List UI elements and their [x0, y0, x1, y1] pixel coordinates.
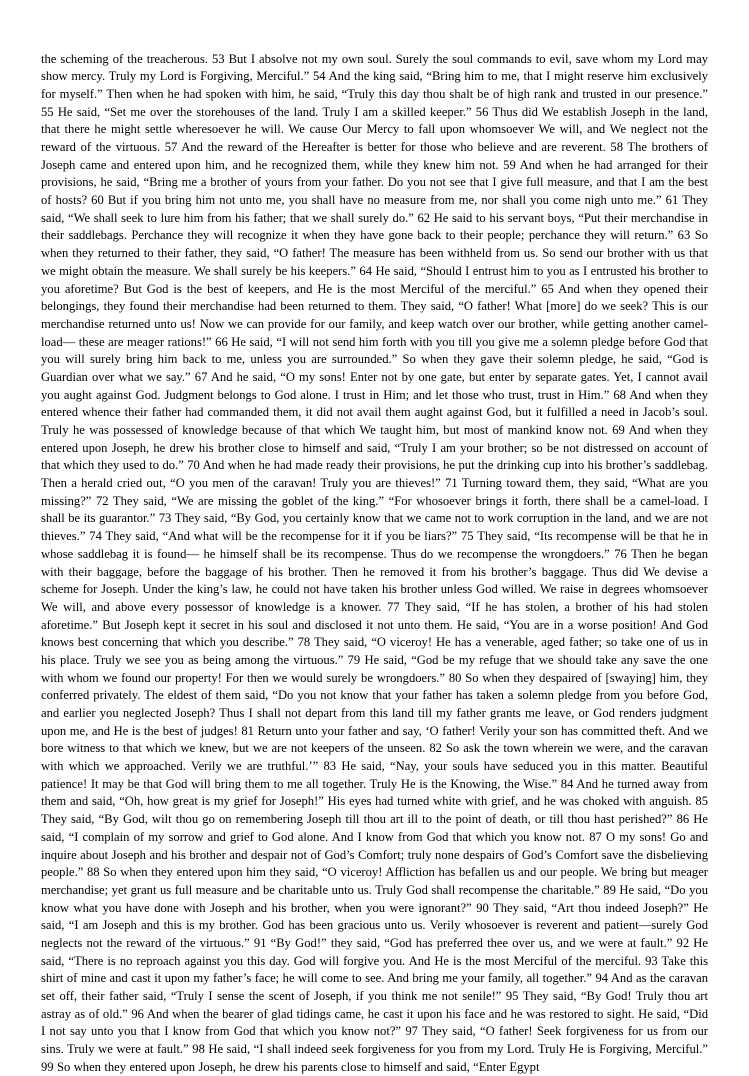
page-body-text: the scheming of the treacherous. 53 But I absolve not my own soul. Surely the soul commands to evil, save whom my Lord may show mercy. Truly my Lord is Forgiving, Merciful.” 54 And the king said, “Bring him to me, that I might reserve him exclusively for myself.” Then when he had spoken with him, he said, “Truly this day thou shalt be of high rank and trusted in our presence.” 55 He said, “Set me over the storehouses of the land. Truly I am a skilled keeper.” 56 Thus did We establish Joseph in the land, that there he might settle wheresoever he will. We cause Our Mercy to fall upon whomsoever We will, and We neglect not the reward of the virtuous. 57 And the reward of the Hereafter is better for those who believe and are reverent. 58 The brothers of Joseph came and entered upon him, and he recognized them, while they knew him not. 59 And when he had arranged for their provisions, he said, “Bring me a brother of yours from your father. Do you not see that I give full measure, and that I am the best of hosts? 60 But if you bring him not unto me, you shall have no measure from me, nor shall you come nigh unto me.” 61 They said, “We shall seek to lure him from his father; that we shall surely do.” 62 He said to his servant boys, “Put their merchandise in their saddlebags. Perchance they will recognize it when they have gone back to their people; perchance they will return.” 63 So when they returned to their father, they said, “O father! The measure has been withheld from us. So send our brother with us that we might obtain the measure. We shall surely be his keepers.” 64 He said, “Should I entrust him to you as I entrusted his brother to you aforetime? But God is the best of keepers, and He is the most Merciful of the merciful.” 65 And when they opened their belongings, they found their merchandise had been returned to them. They said, “O father! What [more] do we seek? This is our merchandise returned unto us! Now we can provide for our family, and keep watch over our brother, while getting another camel-load— these are meager rations!” 66 He said, “I will not send him forth with you till you give me a solemn pledge before God that you will surely bring him back to me, unless you are surrounded.” So when they gave their solemn pledge, he said, “God is Guardian over what we say.” 67 And he said, “O my sons! Enter not by one gate, but enter by separate gates. Yet, I cannot avail you aught against God. Judgment belongs to God alone. I trust in Him; and let those who trust, trust in Him.” 68 And when they entered whence their father had commanded them, it did not avail them aught against God, but it fulfilled a need in Jacob’s soul. Truly he was possessed of knowledge because of that which We taught him, but most of mankind know not. 69 And when they entered upon Joseph, he drew his brother close to himself and said, “Truly I am your brother; so be not distressed on account of that which they used to do.” 70 And when he had made ready their provisions, he put the drinking cup into his brother’s saddlebag. Then a herald cried out, “O you men of the caravan! Truly you are thieves!” 71 Turning toward them, they said, “What are you missing?” 72 They said, “We are missing the goblet of the king.” “For whosoever brings it forth, there shall be a camel-load. I shall be its guarantor.” 73 They said, “By God, you certainly know that we came not to work corruption in the land, and we are not thieves.” 74 They said, “And what will be the recompense for it if you be liars?” 75 They said, “Its recompense will be that he in whose saddlebag it is found— he himself shall be its recompense. Thus do we recompense the wrongdoers.” 76 Then he began with their baggage, before the baggage of his brother. Then he removed it from his brother’s baggage. Thus did We devise a scheme for Joseph. Under the king’s law, he could not have taken his brother unless God willed. We raise in degrees whomsoever We will, and above every possessor of knowledge is a knower. 77 They said, “If he has stolen, a brother of his had stolen aforetime.” But Joseph kept it secret in his soul and disclosed it not unto them. He said, “You are in a worse position! And God knows best concerning that which you describe.” 78 They said, “O viceroy! He has a venerable, aged father; so take one of us in his place. Truly we see you as being among the virtuous.” 79 He said, “God be my refuge that we should take any save the one with whom we found our property! For then we would surely be wrongdoers.” 80 So when they despaired of [swaying] him, they conferred privately. The eldest of them said, “Do you not know that your father has taken a solemn pledge from you before God, and earlier you neglected Joseph? Thus I shall not depart from this land till my father grants me leave, or God renders judgment upon me, and He is the best of judges! 81 Return unto your father and say, ‘O father! Verily your son has committed theft. And we bore witness to that which we knew, but we are not keepers of the unseen. 82 So ask the town wherein we were, and the caravan with which we approached. Verily we are truthful.’” 83 He said, “Nay, your souls have seduced you in this matter. Beautiful patience! It may be that God will bring them to me all together. Truly He is the Knowing, the Wise.” 84 And he turned away from them and said, “Oh, how great is my grief for Joseph!” His eyes had turned white with grief, and he was choked with anguish. 85 They said, “By God, wilt thou go on remembering Joseph till thou art ill to the point of death, or till thou hast perished?” 86 He said, “I complain of my sorrow and grief to God alone. And I know from God that which you know not. 87 O my sons! Go and inquire about Joseph and his brother and despair not of God’s Comfort; truly none despairs of God’s Comfort save the disbelieving people.” 88 So when they entered upon him they said, “O viceroy! Affliction has befallen us and our people. We bring but meager merchandise; yet grant us full measure and be charitable unto us. Truly God shall recompense the charitable.” 89 He said, “Do you know what you have done with Joseph and his brother, when you were ignorant?” 90 They said, “Art thou indeed Joseph?” He said, “I am Joseph and this is my brother. God has been gracious unto us. Verily whosoever is reverent and patient—surely God neglects not the reward of the virtuous.” 91 “By God!” they said, “God has preferred thee over us, and we were at fault.” 92 He said, “There is no reproach against you this day. God will forgive you. And He is the most Merciful of the merciful. 93 Take this shirt of mine and cast it upon my father’s face; he will come to see. And bring me your family, all together.” 94 And as the caravan set off, their father said, “Truly I sense the scent of Joseph, if you think me not senile!” 95 They said, “By God! Truly thou art astray as of old.” 96 And when the bearer of glad tidings came, he cast it upon his face and he was restored to sight. He said, “Did I not say unto you that I know from God that which you know not?” 97 They said, “O father! Seek forgiveness for us from our sins. Truly we were at fault.” 98 He said, “I shall indeed seek forgiveness for you from my Lord. Truly He is Forgiving, Merciful.” 99 So when they entered upon Joseph, he drew his parents close to himself and said, “Enter Egypt [41, 51, 708, 1074]
